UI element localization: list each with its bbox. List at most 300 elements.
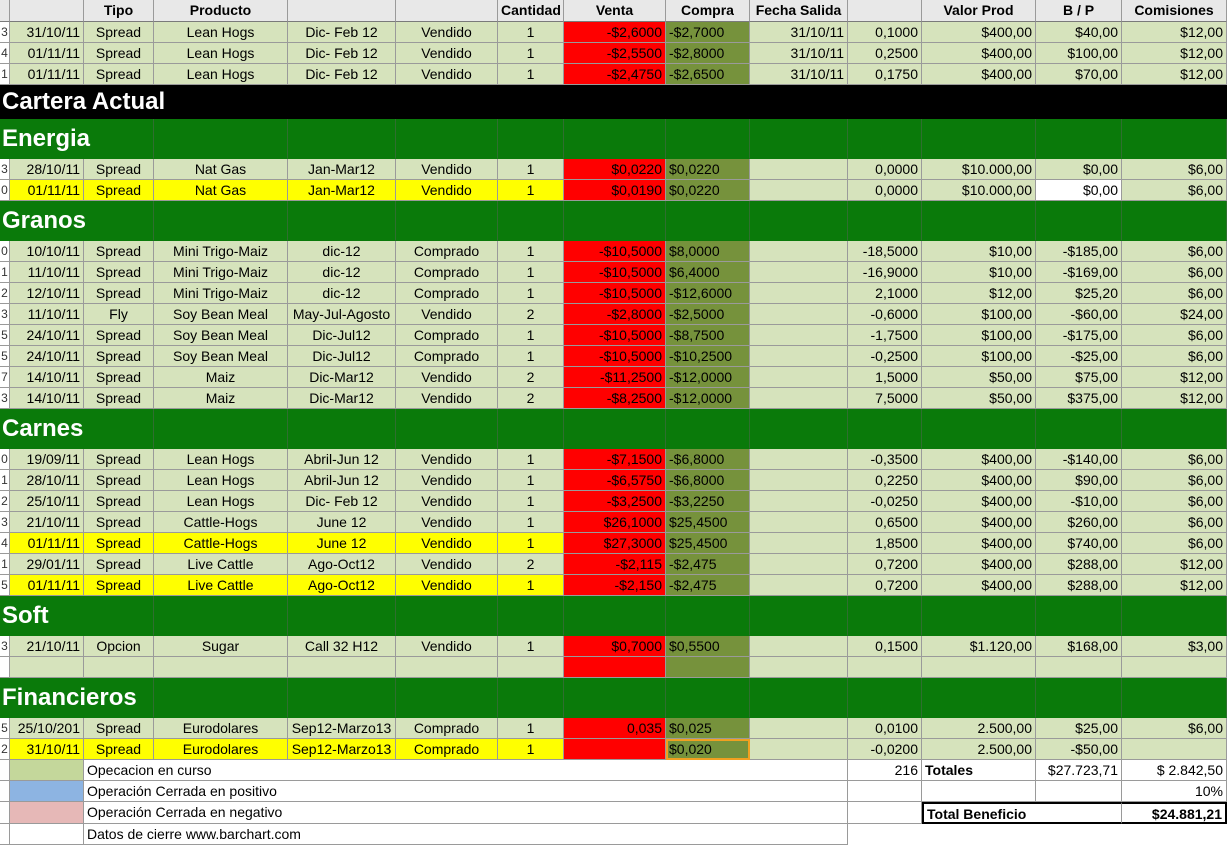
row-number-header[interactable]: [0, 0, 10, 22]
column-header[interactable]: [288, 0, 396, 22]
comisiones-cell[interactable]: $12,00: [1122, 22, 1227, 43]
section-header-cell[interactable]: [498, 596, 564, 636]
venta-cell[interactable]: -$2,8000: [564, 304, 666, 325]
empty-cell[interactable]: [498, 657, 564, 678]
compra-cell[interactable]: $0,020: [666, 739, 750, 760]
empty-cell[interactable]: [10, 657, 84, 678]
tipo-cell[interactable]: Spread: [84, 718, 154, 739]
section-header-cell[interactable]: [154, 409, 288, 449]
empty-cell[interactable]: [0, 657, 10, 678]
cantidad-cell[interactable]: 1: [498, 262, 564, 283]
section-header-cell[interactable]: [1036, 596, 1122, 636]
mes-cell[interactable]: Call 32 H12: [288, 636, 396, 657]
producto-cell[interactable]: Live Cattle: [154, 554, 288, 575]
producto-cell[interactable]: Soy Bean Meal: [154, 346, 288, 367]
section-header-cell[interactable]: [396, 678, 498, 718]
venta-cell[interactable]: -$2,4750: [564, 64, 666, 85]
cell[interactable]: [922, 781, 1036, 802]
compra-cell[interactable]: -$6,8000: [666, 470, 750, 491]
compra-cell[interactable]: -$2,8000: [666, 43, 750, 64]
bp-cell[interactable]: -$50,00: [1036, 739, 1122, 760]
producto-cell[interactable]: Lean Hogs: [154, 43, 288, 64]
bp-cell[interactable]: $75,00: [1036, 367, 1122, 388]
producto-cell[interactable]: Cattle-Hogs: [154, 533, 288, 554]
compra-cell[interactable]: $8,0000: [666, 241, 750, 262]
producto-cell[interactable]: Live Cattle: [154, 575, 288, 596]
section-header-cell[interactable]: [498, 119, 564, 159]
tipo-cell[interactable]: Opcion: [84, 636, 154, 657]
estado-cell[interactable]: Vendido: [396, 491, 498, 512]
tipo-cell[interactable]: Spread: [84, 470, 154, 491]
estado-cell[interactable]: Vendido: [396, 554, 498, 575]
row-number[interactable]: 3: [0, 512, 10, 533]
section-header-cell[interactable]: [848, 119, 922, 159]
producto-cell[interactable]: Eurodolares: [154, 718, 288, 739]
fecha-salida-cell[interactable]: [750, 718, 848, 739]
fecha-cell[interactable]: 25/10/201: [10, 718, 84, 739]
estado-cell[interactable]: Vendido: [396, 575, 498, 596]
mes-cell[interactable]: Ago-Oct12: [288, 575, 396, 596]
row-number[interactable]: [0, 781, 10, 802]
fecha-salida-cell[interactable]: [750, 241, 848, 262]
mes-cell[interactable]: Dic-Mar12: [288, 388, 396, 409]
comisiones-cell[interactable]: $6,00: [1122, 325, 1227, 346]
tipo-cell[interactable]: Spread: [84, 64, 154, 85]
fecha-salida-cell[interactable]: [750, 388, 848, 409]
row-number[interactable]: [0, 760, 10, 781]
mes-cell[interactable]: dic-12: [288, 241, 396, 262]
producto-cell[interactable]: Lean Hogs: [154, 64, 288, 85]
mes-cell[interactable]: Dic-Mar12: [288, 367, 396, 388]
section-header-cell[interactable]: [498, 678, 564, 718]
venta-cell[interactable]: -$6,5750: [564, 470, 666, 491]
cantidad-cell[interactable]: 1: [498, 533, 564, 554]
compra-cell[interactable]: -$2,5000: [666, 304, 750, 325]
empty-cell[interactable]: [666, 657, 750, 678]
valor-prod-cell[interactable]: $400,00: [922, 43, 1036, 64]
fecha-salida-cell[interactable]: [750, 304, 848, 325]
cantidad-cell[interactable]: 1: [498, 180, 564, 201]
valor-prod-cell[interactable]: $100,00: [922, 325, 1036, 346]
cantidad-cell[interactable]: 1: [498, 64, 564, 85]
fecha-cell[interactable]: 28/10/11: [10, 470, 84, 491]
section-header-cell[interactable]: [922, 596, 1036, 636]
fecha-salida-cell[interactable]: [750, 367, 848, 388]
fecha-salida-cell[interactable]: [750, 470, 848, 491]
section-header-cell[interactable]: [154, 596, 288, 636]
tipo-cell[interactable]: Spread: [84, 388, 154, 409]
diferencia-cell[interactable]: 0,2500: [848, 43, 922, 64]
mes-cell[interactable]: June 12: [288, 512, 396, 533]
diferencia-cell[interactable]: -0,6000: [848, 304, 922, 325]
bp-cell[interactable]: -$10,00: [1036, 491, 1122, 512]
mes-cell[interactable]: Dic- Feb 12: [288, 43, 396, 64]
bp-cell[interactable]: $90,00: [1036, 470, 1122, 491]
tipo-cell[interactable]: Fly: [84, 304, 154, 325]
tipo-cell[interactable]: Spread: [84, 575, 154, 596]
section-header-cell[interactable]: [564, 596, 666, 636]
total-count[interactable]: 216: [848, 760, 922, 781]
producto-cell[interactable]: Nat Gas: [154, 159, 288, 180]
section-header-cell[interactable]: [848, 596, 922, 636]
compra-cell[interactable]: -$12,6000: [666, 283, 750, 304]
section-header-cell[interactable]: [288, 201, 396, 241]
tipo-cell[interactable]: Spread: [84, 533, 154, 554]
comisiones-cell[interactable]: $12,00: [1122, 64, 1227, 85]
diferencia-cell[interactable]: -0,0200: [848, 739, 922, 760]
bp-cell[interactable]: $260,00: [1036, 512, 1122, 533]
cantidad-cell[interactable]: 1: [498, 491, 564, 512]
comisiones-cell[interactable]: $6,00: [1122, 241, 1227, 262]
diferencia-cell[interactable]: -0,0250: [848, 491, 922, 512]
fecha-cell[interactable]: 24/10/11: [10, 346, 84, 367]
fecha-cell[interactable]: 01/11/11: [10, 533, 84, 554]
fecha-cell[interactable]: 01/11/11: [10, 43, 84, 64]
venta-cell[interactable]: -$2,150: [564, 575, 666, 596]
section-header-cell[interactable]: [1122, 596, 1227, 636]
mes-cell[interactable]: Jan-Mar12: [288, 159, 396, 180]
tipo-cell[interactable]: Spread: [84, 22, 154, 43]
mes-cell[interactable]: June 12: [288, 533, 396, 554]
mes-cell[interactable]: Dic-Jul12: [288, 325, 396, 346]
compra-cell[interactable]: $0,0220: [666, 180, 750, 201]
section-header-cell[interactable]: [750, 596, 848, 636]
mes-cell[interactable]: dic-12: [288, 262, 396, 283]
section-header-cell[interactable]: [922, 201, 1036, 241]
comisiones-cell[interactable]: $12,00: [1122, 43, 1227, 64]
fecha-cell[interactable]: 01/11/11: [10, 64, 84, 85]
compra-cell[interactable]: -$2,7000: [666, 22, 750, 43]
tipo-cell[interactable]: Spread: [84, 346, 154, 367]
diferencia-cell[interactable]: -1,7500: [848, 325, 922, 346]
cantidad-cell[interactable]: 1: [498, 346, 564, 367]
comisiones-cell[interactable]: $6,00: [1122, 470, 1227, 491]
bp-cell[interactable]: -$169,00: [1036, 262, 1122, 283]
section-title[interactable]: Energia: [0, 119, 154, 159]
valor-prod-cell[interactable]: $100,00: [922, 346, 1036, 367]
estado-cell[interactable]: Vendido: [396, 512, 498, 533]
cell[interactable]: [848, 802, 922, 824]
cartera-title[interactable]: Cartera Actual: [0, 85, 1227, 119]
compra-cell[interactable]: -$12,0000: [666, 367, 750, 388]
compra-cell[interactable]: -$12,0000: [666, 388, 750, 409]
venta-cell[interactable]: $26,1000: [564, 512, 666, 533]
row-number[interactable]: 1: [0, 262, 10, 283]
valor-prod-cell[interactable]: $400,00: [922, 575, 1036, 596]
diferencia-cell[interactable]: 0,0000: [848, 159, 922, 180]
bp-cell[interactable]: $375,00: [1036, 388, 1122, 409]
empty-cell[interactable]: [1036, 657, 1122, 678]
producto-cell[interactable]: Lean Hogs: [154, 470, 288, 491]
producto-cell[interactable]: Mini Trigo-Maiz: [154, 241, 288, 262]
row-number[interactable]: 2: [0, 491, 10, 512]
estado-cell[interactable]: Vendido: [396, 470, 498, 491]
fecha-cell[interactable]: 24/10/11: [10, 325, 84, 346]
diferencia-cell[interactable]: -0,2500: [848, 346, 922, 367]
compra-cell[interactable]: -$8,7500: [666, 325, 750, 346]
section-header-cell[interactable]: [1036, 409, 1122, 449]
row-number[interactable]: 1: [0, 470, 10, 491]
section-header-cell[interactable]: [922, 119, 1036, 159]
legend-label-positivo[interactable]: Operación Cerrada en positivo: [84, 781, 848, 802]
comisiones-cell[interactable]: $12,00: [1122, 554, 1227, 575]
fecha-salida-cell[interactable]: [750, 491, 848, 512]
column-header[interactable]: Valor Prod: [922, 0, 1036, 22]
estado-cell[interactable]: Vendido: [396, 388, 498, 409]
fecha-cell[interactable]: 21/10/11: [10, 636, 84, 657]
section-header-cell[interactable]: [564, 201, 666, 241]
row-number[interactable]: [0, 824, 10, 845]
valor-prod-cell[interactable]: $400,00: [922, 470, 1036, 491]
diferencia-cell[interactable]: 0,1750: [848, 64, 922, 85]
mes-cell[interactable]: Sep12-Marzo13: [288, 739, 396, 760]
section-header-cell[interactable]: [848, 409, 922, 449]
bp-cell[interactable]: -$140,00: [1036, 449, 1122, 470]
section-header-cell[interactable]: [666, 119, 750, 159]
mes-cell[interactable]: May-Jul-Agosto: [288, 304, 396, 325]
diferencia-cell[interactable]: 1,5000: [848, 367, 922, 388]
comisiones-cell[interactable]: $3,00: [1122, 636, 1227, 657]
fecha-cell[interactable]: 14/10/11: [10, 367, 84, 388]
venta-cell[interactable]: -$7,1500: [564, 449, 666, 470]
mes-cell[interactable]: Sep12-Marzo13: [288, 718, 396, 739]
row-number[interactable]: 3: [0, 22, 10, 43]
venta-cell[interactable]: -$10,5000: [564, 283, 666, 304]
section-header-cell[interactable]: [564, 119, 666, 159]
tipo-cell[interactable]: Spread: [84, 449, 154, 470]
estado-cell[interactable]: Vendido: [396, 367, 498, 388]
tipo-cell[interactable]: Spread: [84, 262, 154, 283]
mes-cell[interactable]: Ago-Oct12: [288, 554, 396, 575]
fecha-salida-cell[interactable]: 31/10/11: [750, 22, 848, 43]
legend-label-datos[interactable]: Datos de cierre www.barchart.com: [84, 824, 848, 845]
row-number[interactable]: 4: [0, 533, 10, 554]
valor-prod-cell[interactable]: $400,00: [922, 491, 1036, 512]
bp-cell[interactable]: -$185,00: [1036, 241, 1122, 262]
estado-cell[interactable]: Vendido: [396, 43, 498, 64]
row-number[interactable]: 3: [0, 388, 10, 409]
compra-cell[interactable]: -$2,475: [666, 575, 750, 596]
valor-prod-cell[interactable]: $100,00: [922, 304, 1036, 325]
row-number[interactable]: 1: [0, 64, 10, 85]
section-header-cell[interactable]: [1036, 119, 1122, 159]
row-number[interactable]: 4: [0, 43, 10, 64]
estado-cell[interactable]: Vendido: [396, 159, 498, 180]
tipo-cell[interactable]: Spread: [84, 554, 154, 575]
producto-cell[interactable]: Lean Hogs: [154, 449, 288, 470]
legend-swatch-green[interactable]: [10, 760, 84, 781]
estado-cell[interactable]: Comprado: [396, 262, 498, 283]
comisiones-cell[interactable]: $6,00: [1122, 718, 1227, 739]
valor-prod-cell[interactable]: $10.000,00: [922, 180, 1036, 201]
section-header-cell[interactable]: [498, 201, 564, 241]
section-header-cell[interactable]: [750, 409, 848, 449]
fecha-cell[interactable]: 12/10/11: [10, 283, 84, 304]
venta-cell[interactable]: -$2,6000: [564, 22, 666, 43]
venta-cell[interactable]: -$10,5000: [564, 325, 666, 346]
valor-prod-cell[interactable]: $50,00: [922, 388, 1036, 409]
fecha-salida-cell[interactable]: [750, 739, 848, 760]
total-beneficio-label[interactable]: Total Beneficio: [922, 802, 1122, 824]
bp-cell[interactable]: $0,00: [1036, 180, 1122, 201]
tipo-cell[interactable]: Spread: [84, 367, 154, 388]
producto-cell[interactable]: Maiz: [154, 367, 288, 388]
comisiones-cell[interactable]: $12,00: [1122, 388, 1227, 409]
commission-percent[interactable]: 10%: [1122, 781, 1227, 802]
section-title[interactable]: Soft: [0, 596, 154, 636]
comisiones-cell[interactable]: $12,00: [1122, 575, 1227, 596]
cell[interactable]: [10, 824, 84, 845]
empty-cell[interactable]: [154, 657, 288, 678]
fecha-cell[interactable]: 31/10/11: [10, 739, 84, 760]
legend-label-curso[interactable]: Opecacion en curso: [84, 760, 848, 781]
diferencia-cell[interactable]: 1,8500: [848, 533, 922, 554]
column-header[interactable]: Compra: [666, 0, 750, 22]
diferencia-cell[interactable]: 0,1000: [848, 22, 922, 43]
fecha-salida-cell[interactable]: [750, 512, 848, 533]
cantidad-cell[interactable]: 2: [498, 367, 564, 388]
mes-cell[interactable]: Dic- Feb 12: [288, 22, 396, 43]
bp-cell[interactable]: $100,00: [1036, 43, 1122, 64]
venta-cell[interactable]: $0,0220: [564, 159, 666, 180]
column-header[interactable]: B / P: [1036, 0, 1122, 22]
fecha-salida-cell[interactable]: [750, 262, 848, 283]
row-number[interactable]: 1: [0, 554, 10, 575]
estado-cell[interactable]: Comprado: [396, 739, 498, 760]
compra-cell[interactable]: $0,5500: [666, 636, 750, 657]
compra-cell[interactable]: $25,4500: [666, 533, 750, 554]
bp-cell[interactable]: $25,20: [1036, 283, 1122, 304]
comisiones-cell[interactable]: [1122, 739, 1227, 760]
row-number[interactable]: 5: [0, 718, 10, 739]
fecha-salida-cell[interactable]: [750, 325, 848, 346]
tipo-cell[interactable]: Spread: [84, 180, 154, 201]
compra-cell[interactable]: -$3,2250: [666, 491, 750, 512]
valor-prod-cell[interactable]: $400,00: [922, 554, 1036, 575]
producto-cell[interactable]: Lean Hogs: [154, 491, 288, 512]
cantidad-cell[interactable]: 1: [498, 512, 564, 533]
fecha-cell[interactable]: 10/10/11: [10, 241, 84, 262]
producto-cell[interactable]: Lean Hogs: [154, 22, 288, 43]
row-number[interactable]: 2: [0, 739, 10, 760]
section-header-cell[interactable]: [288, 119, 396, 159]
valor-prod-cell[interactable]: $10.000,00: [922, 159, 1036, 180]
venta-cell[interactable]: -$10,5000: [564, 241, 666, 262]
bp-cell[interactable]: $25,00: [1036, 718, 1122, 739]
diferencia-cell[interactable]: -0,3500: [848, 449, 922, 470]
row-number[interactable]: 3: [0, 159, 10, 180]
cell[interactable]: [1036, 781, 1122, 802]
row-number[interactable]: 2: [0, 283, 10, 304]
estado-cell[interactable]: Comprado: [396, 325, 498, 346]
diferencia-cell[interactable]: 7,5000: [848, 388, 922, 409]
diferencia-cell[interactable]: 0,1500: [848, 636, 922, 657]
comisiones-cell[interactable]: $6,00: [1122, 283, 1227, 304]
diferencia-cell[interactable]: 0,2250: [848, 470, 922, 491]
diferencia-cell[interactable]: -16,9000: [848, 262, 922, 283]
section-header-cell[interactable]: [666, 201, 750, 241]
valor-prod-cell[interactable]: $10,00: [922, 262, 1036, 283]
diferencia-cell[interactable]: 2,1000: [848, 283, 922, 304]
row-number[interactable]: 5: [0, 575, 10, 596]
fecha-cell[interactable]: 14/10/11: [10, 388, 84, 409]
mes-cell[interactable]: dic-12: [288, 283, 396, 304]
row-number[interactable]: 5: [0, 325, 10, 346]
estado-cell[interactable]: Comprado: [396, 241, 498, 262]
fecha-cell[interactable]: 01/11/11: [10, 180, 84, 201]
compra-cell[interactable]: $0,025: [666, 718, 750, 739]
mes-cell[interactable]: Abril-Jun 12: [288, 449, 396, 470]
bp-cell[interactable]: $288,00: [1036, 575, 1122, 596]
comisiones-cell[interactable]: $6,00: [1122, 262, 1227, 283]
cantidad-cell[interactable]: 1: [498, 739, 564, 760]
tipo-cell[interactable]: Spread: [84, 283, 154, 304]
empty-cell[interactable]: [1122, 657, 1227, 678]
comisiones-cell[interactable]: $6,00: [1122, 180, 1227, 201]
fecha-salida-cell[interactable]: [750, 554, 848, 575]
cantidad-cell[interactable]: 1: [498, 283, 564, 304]
column-header[interactable]: [10, 0, 84, 22]
comisiones-cell[interactable]: $6,00: [1122, 449, 1227, 470]
valor-prod-cell[interactable]: 2.500,00: [922, 739, 1036, 760]
section-header-cell[interactable]: [1122, 678, 1227, 718]
valor-prod-cell[interactable]: $400,00: [922, 64, 1036, 85]
section-header-cell[interactable]: [1122, 201, 1227, 241]
fecha-cell[interactable]: 29/01/11: [10, 554, 84, 575]
mes-cell[interactable]: Jan-Mar12: [288, 180, 396, 201]
diferencia-cell[interactable]: 0,7200: [848, 575, 922, 596]
cantidad-cell[interactable]: 1: [498, 449, 564, 470]
section-header-cell[interactable]: [154, 201, 288, 241]
comisiones-total[interactable]: $ 2.842,50: [1122, 760, 1227, 781]
venta-cell[interactable]: -$2,5500: [564, 43, 666, 64]
cantidad-cell[interactable]: 1: [498, 575, 564, 596]
empty-cell[interactable]: [750, 657, 848, 678]
cantidad-cell[interactable]: 1: [498, 159, 564, 180]
venta-cell[interactable]: -$10,5000: [564, 262, 666, 283]
row-number[interactable]: 0: [0, 180, 10, 201]
section-header-cell[interactable]: [848, 678, 922, 718]
section-header-cell[interactable]: [288, 409, 396, 449]
empty-cell[interactable]: [84, 657, 154, 678]
section-header-cell[interactable]: [396, 119, 498, 159]
cantidad-cell[interactable]: 2: [498, 388, 564, 409]
section-header-cell[interactable]: [1036, 201, 1122, 241]
bp-cell[interactable]: $70,00: [1036, 64, 1122, 85]
column-header[interactable]: Venta: [564, 0, 666, 22]
mes-cell[interactable]: Dic- Feb 12: [288, 64, 396, 85]
bp-cell[interactable]: $288,00: [1036, 554, 1122, 575]
venta-cell[interactable]: -$11,2500: [564, 367, 666, 388]
estado-cell[interactable]: Vendido: [396, 180, 498, 201]
mes-cell[interactable]: Dic- Feb 12: [288, 491, 396, 512]
empty-cell[interactable]: [848, 657, 922, 678]
bp-cell[interactable]: -$60,00: [1036, 304, 1122, 325]
section-header-cell[interactable]: [750, 201, 848, 241]
cell[interactable]: [848, 781, 922, 802]
cantidad-cell[interactable]: 1: [498, 241, 564, 262]
comisiones-cell[interactable]: $6,00: [1122, 491, 1227, 512]
section-header-cell[interactable]: [750, 119, 848, 159]
column-header[interactable]: Tipo: [84, 0, 154, 22]
mes-cell[interactable]: Abril-Jun 12: [288, 470, 396, 491]
bp-cell[interactable]: -$25,00: [1036, 346, 1122, 367]
section-header-cell[interactable]: [1122, 409, 1227, 449]
producto-cell[interactable]: Mini Trigo-Maiz: [154, 262, 288, 283]
column-header[interactable]: Fecha Salida: [750, 0, 848, 22]
cantidad-cell[interactable]: 2: [498, 304, 564, 325]
valor-prod-cell[interactable]: $400,00: [922, 449, 1036, 470]
